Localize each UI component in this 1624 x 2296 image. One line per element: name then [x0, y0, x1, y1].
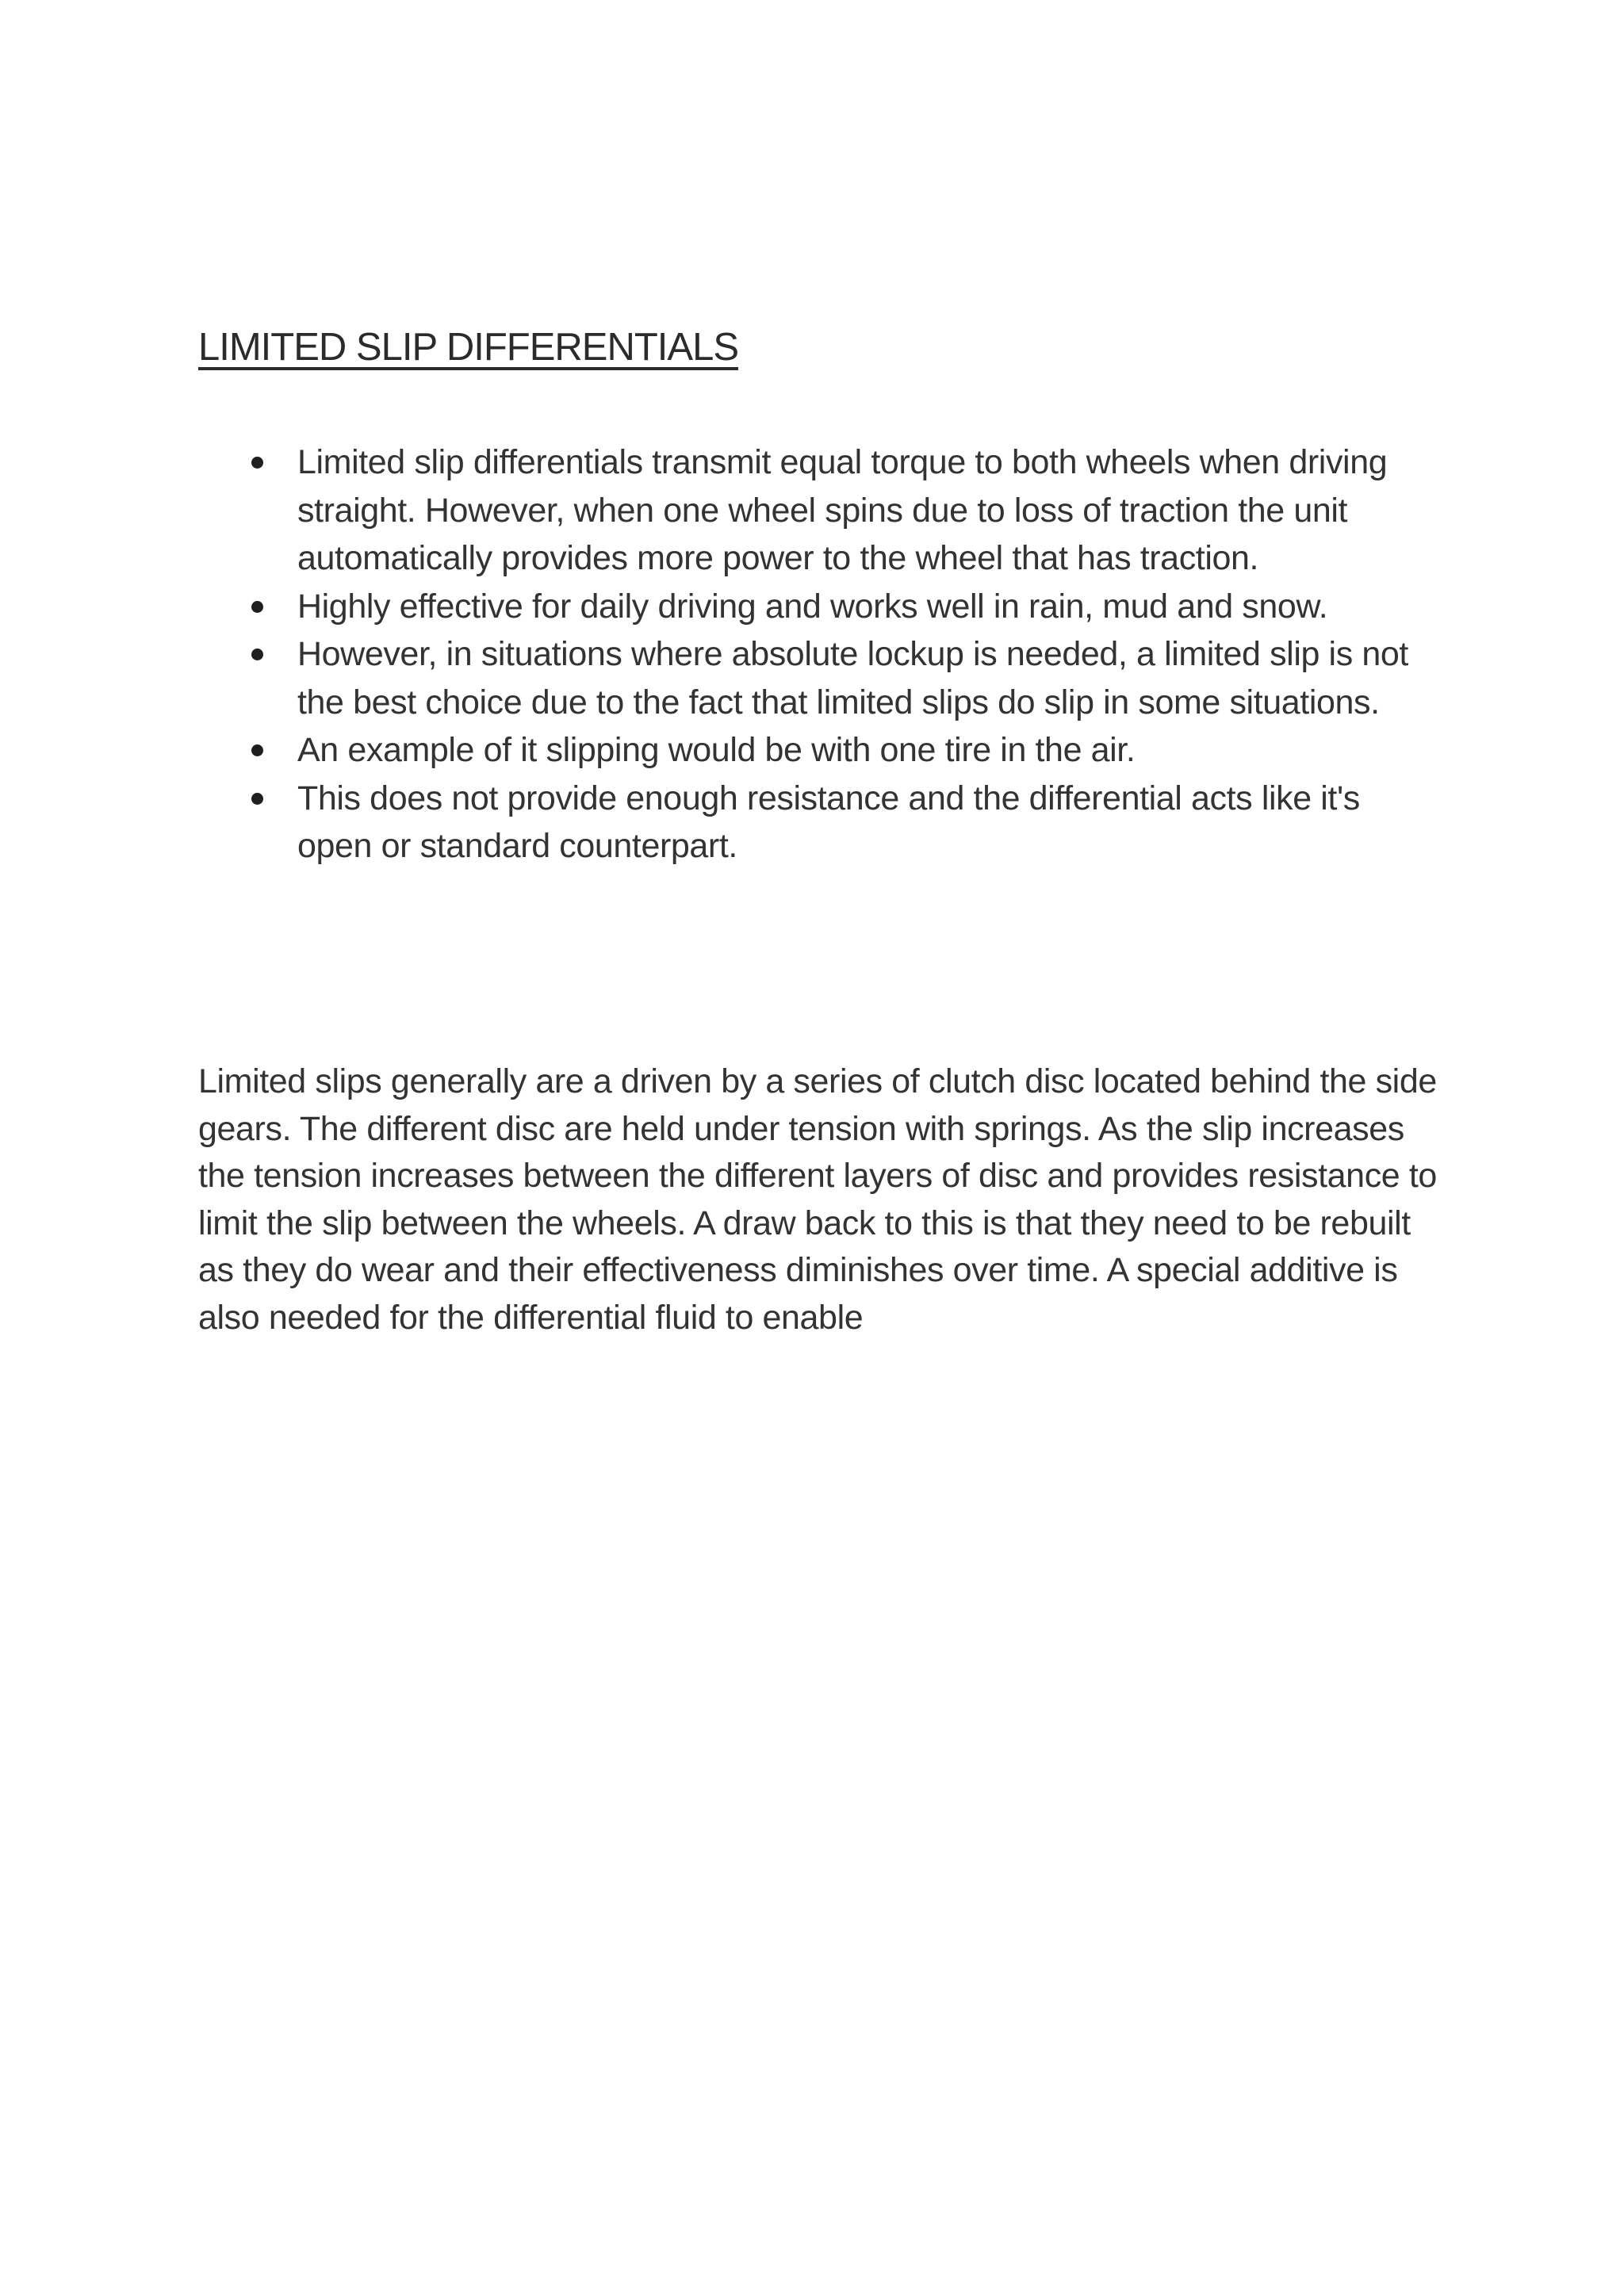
list-item [198, 726, 1435, 775]
list-item-text: Highly effective for daily driving and works well in rain, mud and snow. [297, 587, 1328, 626]
list-item-text: This does not provide enough resistance and the differential acts like it's open or standard counterpart. [297, 779, 1360, 865]
list-item [198, 630, 1435, 726]
bullet-list [198, 438, 1435, 871]
list-item-text: However, in situations where absolute lockup is needed, a limited slip is not the best choice due to the fact that limited slips do slip in some situations. [297, 635, 1408, 721]
list-item-text: An example of it slipping would be with one tire in the air. [297, 731, 1136, 769]
bullet-icon [251, 793, 263, 805]
bullet-icon [251, 744, 263, 756]
list-item-text: Limited slip differentials transmit equal torque to both wheels when driving straight. However, when one wheel spins due to loss of traction the unit automatically provides more power to the wheel that has traction. [297, 443, 1388, 577]
bullet-icon [251, 601, 263, 613]
bullet-icon [251, 649, 263, 660]
list-item [198, 775, 1435, 871]
list-item [198, 438, 1435, 583]
list-item [198, 583, 1435, 631]
bullet-icon [251, 457, 263, 469]
body-paragraph: Limited slips generally are a driven by a series of clutch disc located behind the side gears. The different disc are held under tension with springs. As the slip increases the tension increases between the different layers of disc and provides resistance to limit the slip between the wheels. A draw back to this is that they need to be rebuilt as they do wear and their effectiveness diminishes over time. A special additive is also needed for the differential fluid to enable [198, 1062, 1437, 1337]
page-title: LIMITED SLIP DIFFERENTIALS [198, 326, 739, 369]
